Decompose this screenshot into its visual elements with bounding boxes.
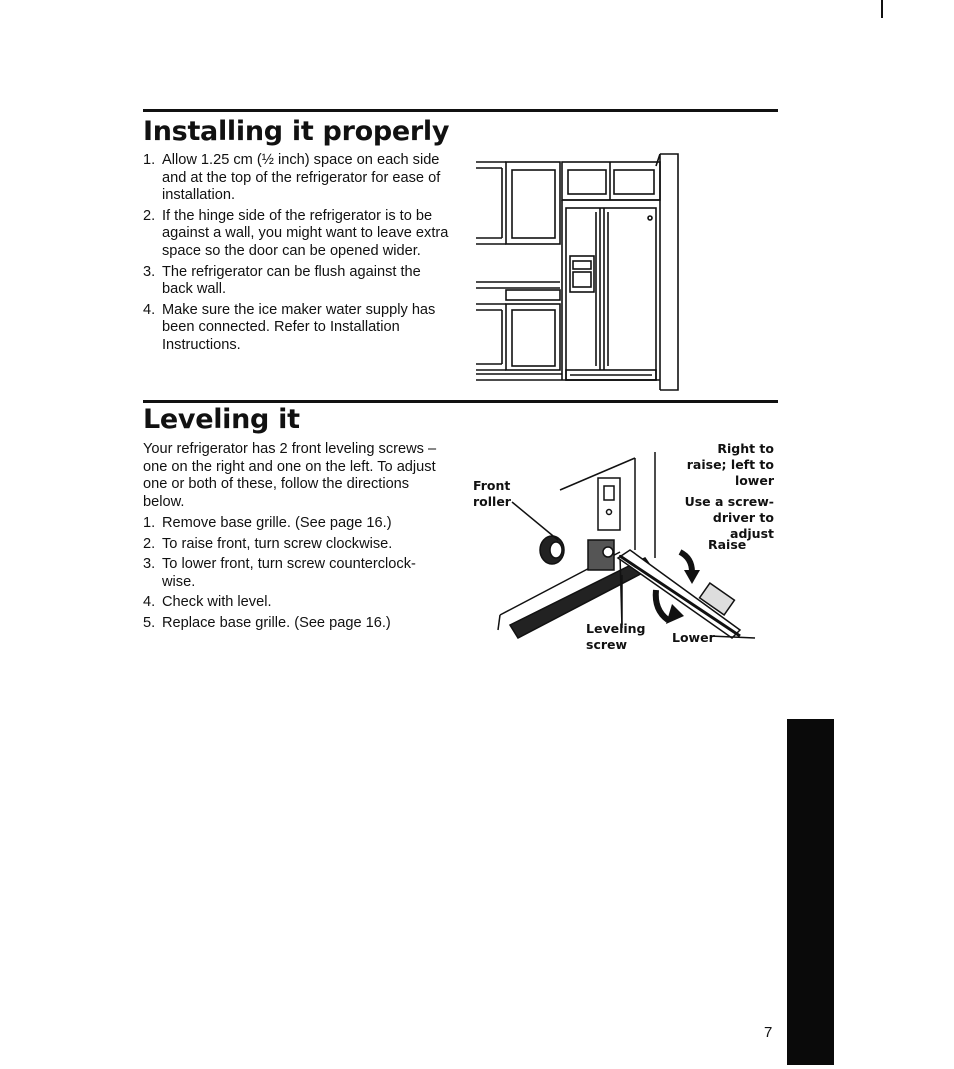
section-tab	[787, 719, 834, 1065]
list-item	[143, 264, 453, 299]
step-number: 4.	[143, 301, 156, 318]
heading-installing: Installing it properly	[143, 116, 450, 147]
label-leveling-screw: Leveling screw	[586, 621, 646, 652]
step-number: 1.	[143, 152, 156, 168]
step-number: 3.	[143, 263, 156, 280]
refrigerator-cabinet-illustration	[470, 148, 685, 394]
list-item	[143, 556, 443, 591]
label-raise: Raise	[708, 537, 747, 552]
step-number: 4.	[143, 594, 156, 611]
step-number: 2.	[143, 207, 156, 224]
step-text: Make sure the ice maker water supply has been connected. Refer to Installation Instructions.	[162, 301, 436, 353]
label-use-screwdriver: Use a screw-driver to adjust	[684, 494, 774, 541]
label-front-roller: Front roller	[473, 478, 511, 509]
step-text: To raise front, turn screw clockwise.	[162, 535, 393, 552]
step-text: Replace base grille. (See page 16.)	[162, 614, 391, 631]
page-number: 7	[764, 1024, 773, 1041]
edge-mark	[881, 0, 883, 18]
step-text: Remove base grille. (See page 16.)	[162, 515, 392, 531]
step-number: 3.	[143, 556, 156, 573]
list-item	[143, 152, 453, 205]
list-item	[143, 536, 443, 554]
step-number: 5.	[143, 614, 156, 631]
list-item	[143, 615, 443, 633]
step-number: 1.	[143, 515, 156, 531]
list-item	[143, 302, 453, 355]
section-rule-installing	[143, 109, 778, 112]
list-item	[143, 208, 453, 261]
list-item	[143, 594, 443, 612]
heading-leveling: Leveling it	[143, 404, 300, 435]
step-text: The refrigerator can be flush against the back wall.	[162, 263, 421, 298]
step-text: To lower front, turn screw counterclock-wise.	[162, 556, 416, 590]
step-number: 2.	[143, 535, 156, 552]
label-lower: Lower	[672, 630, 715, 645]
installing-steps	[143, 152, 453, 358]
list-item	[143, 515, 443, 533]
step-text: Allow 1.25 cm (½ inch) space on each side and at the top of the refrigerator for ease of installation.	[162, 152, 441, 204]
step-text: Check with level.	[162, 594, 272, 611]
step-text: If the hinge side of the refrigerator is to be against a wall, you might want to leave extra space so the door can be opened wider.	[162, 207, 449, 259]
label-right-to-raise: Right to raise; left to lower	[686, 441, 774, 488]
section-rule-leveling	[143, 400, 778, 403]
leveling-intro: Your refrigerator has 2 front leveling screws – one on the right and one on the left. To adjust one or both of these, follow the directions below.	[143, 441, 437, 510]
leveling-steps	[143, 515, 443, 636]
